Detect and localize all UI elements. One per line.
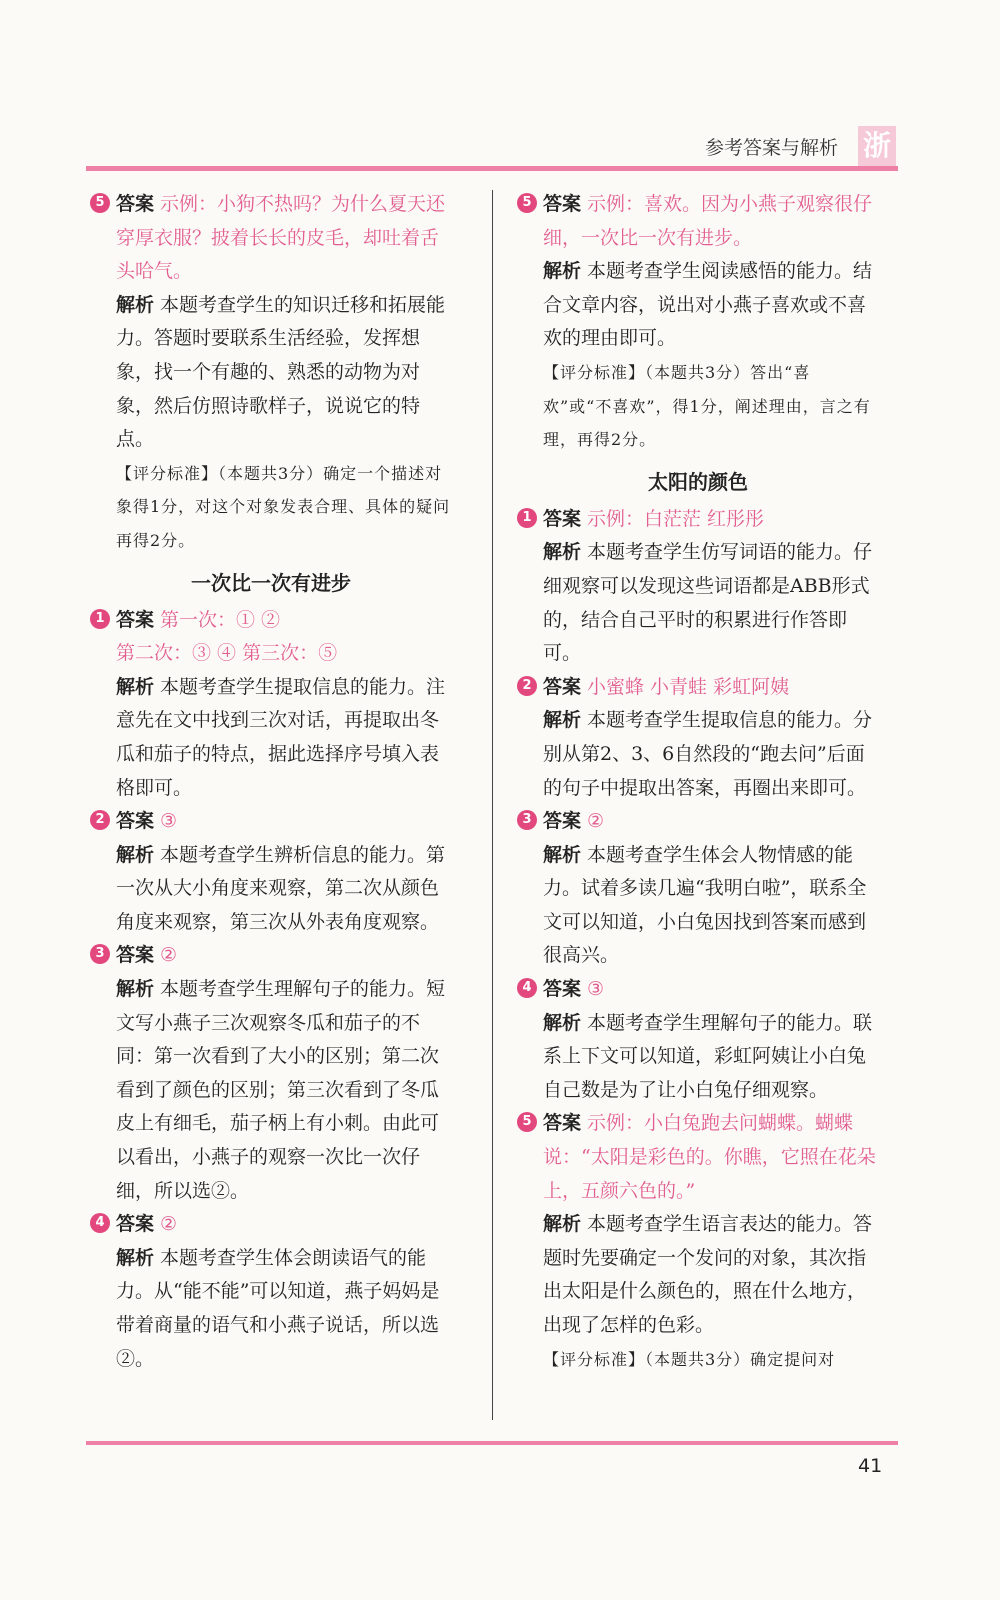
question-item bbox=[517, 188, 879, 457]
answer-line bbox=[116, 604, 452, 638]
answer-label: 答案 bbox=[116, 1213, 155, 1236]
scoring-criteria: 【评分标准】（本题共3分）确定一个描述对象得1分，对这个对象发表合理、具体的疑问再得2分。 bbox=[116, 463, 451, 550]
question-item bbox=[517, 671, 879, 805]
answer-label: 答案 bbox=[543, 1112, 582, 1135]
question-item bbox=[90, 939, 452, 1208]
explanation-label: 解析 bbox=[116, 675, 155, 698]
answer-label: 答案 bbox=[543, 507, 582, 530]
question-number-badge: 3 bbox=[90, 944, 110, 964]
question-item bbox=[90, 1208, 452, 1376]
answer-text: ③ bbox=[160, 810, 178, 833]
answer-text: 第一次：① ② bbox=[160, 608, 281, 631]
question-number-badge: 4 bbox=[90, 1213, 110, 1233]
explanation-line bbox=[116, 289, 452, 457]
answer-text: ② bbox=[160, 1213, 178, 1236]
answer-line bbox=[116, 188, 452, 289]
explanation-line bbox=[543, 839, 879, 973]
explanation-text: 本题考查学生的知识迁移和拓展能力。答题时要联系生活经验，发挥想象，找一个有趣的、熟悉的动物为对象，然后仿照诗歌样子，说说它的特点。 bbox=[116, 293, 446, 451]
explanation-line bbox=[543, 536, 879, 670]
answer-text: ② bbox=[160, 944, 178, 967]
left-column bbox=[90, 188, 452, 1376]
answer-label: 答案 bbox=[543, 978, 582, 1001]
scoring-criteria: 【评分标准】（本题共3分）答出“喜欢”或“不喜欢”，得1分，阐述理由，言之有理，再得2分。 bbox=[543, 362, 871, 450]
explanation-text: 本题考查学生仿写词语的能力。仔细观察可以发现这些词语都是ABB形式的，结合自己平时的积累进行作答即可。 bbox=[543, 541, 873, 665]
question-item bbox=[90, 604, 452, 806]
question-number-badge: 2 bbox=[517, 676, 537, 696]
explanation-text: 本题考查学生提取信息的能力。分别从第2、3、6自然段的“跑去问”后面的句子中提取出答案，再圈出来即可。 bbox=[543, 709, 873, 799]
top-rule bbox=[86, 166, 898, 171]
answer-line bbox=[543, 973, 879, 1007]
page-number: 41 bbox=[858, 1455, 883, 1477]
explanation-text: 本题考查学生辨析信息的能力。第一次从大小角度来观察，第二次从颜色角度来观察，第三次从外表角度观察。 bbox=[116, 843, 446, 933]
explanation-text: 本题考查学生理解句子的能力。短文写小燕子三次观察冬瓜和茄子的不同：第一次看到了大小的区别；第二次看到了颜色的区别；第三次看到了冬瓜皮上有细毛，茄子柄上有小刺。由此可以看出，小燕子的观察一次比一次仔细，所以选②。 bbox=[116, 978, 446, 1202]
explanation-text: 本题考查学生提取信息的能力。注意先在文中找到三次对话，再提取出冬瓜和茄子的特点，据此选择序号填入表格即可。 bbox=[116, 675, 446, 799]
question-number-badge: 5 bbox=[517, 1112, 537, 1132]
right-column bbox=[517, 188, 879, 1376]
explanation-label: 解析 bbox=[543, 709, 582, 732]
answer-line bbox=[543, 671, 879, 705]
answer-label: 答案 bbox=[116, 810, 155, 833]
explanation-label: 解析 bbox=[543, 1011, 582, 1034]
column-divider bbox=[492, 190, 493, 1420]
explanation-label: 解析 bbox=[116, 843, 155, 866]
explanation-label: 解析 bbox=[543, 1213, 582, 1236]
answer-line bbox=[543, 503, 879, 537]
answer-text: ② bbox=[587, 810, 605, 833]
scoring-criteria: 【评分标准】（本题共3分）确定提问对 bbox=[543, 1349, 836, 1369]
explanation-label: 解析 bbox=[543, 541, 582, 564]
question-number-badge: 2 bbox=[90, 810, 110, 830]
answer-label: 答案 bbox=[116, 608, 155, 631]
question-number-badge: 1 bbox=[517, 508, 537, 528]
explanation-label: 解析 bbox=[543, 260, 582, 283]
explanation-line bbox=[116, 973, 452, 1208]
answer-text: 示例：小白兔跑去问蝴蝶。蝴蝶说：“太阳是彩色的。你瞧，它照在花朵上，五颜六色的。” bbox=[543, 1112, 876, 1202]
explanation-text: 本题考查学生体会人物情感的能力。试着多读几遍“我明白啦”，联系全文可以知道，小白兔因找到答案而感到很高兴。 bbox=[543, 843, 867, 967]
answer-label: 答案 bbox=[543, 810, 582, 833]
answer-text: 小蜜蜂 小青蛙 彩虹阿姨 bbox=[587, 675, 790, 698]
header-title: 参考答案与解析 bbox=[705, 137, 839, 159]
explanation-line bbox=[543, 704, 879, 805]
explanation-label: 解析 bbox=[116, 978, 155, 1001]
answer-text: 示例：喜欢。因为小燕子观察很仔细，一次比一次有进步。 bbox=[543, 193, 873, 249]
explanation-line bbox=[116, 1242, 452, 1376]
answer-line bbox=[543, 805, 879, 839]
bottom-rule bbox=[86, 1441, 898, 1445]
explanation-label: 解析 bbox=[116, 293, 155, 316]
answer-label: 答案 bbox=[543, 675, 582, 698]
explanation-line bbox=[543, 255, 879, 356]
answer-line bbox=[116, 1208, 452, 1242]
question-number-badge: 4 bbox=[517, 978, 537, 998]
answer-label: 答案 bbox=[116, 944, 155, 967]
question-item bbox=[517, 973, 879, 1107]
explanation-line bbox=[116, 671, 452, 805]
answer-line bbox=[543, 1107, 879, 1208]
header-province-mark: 浙 bbox=[858, 126, 896, 166]
explanation-line bbox=[543, 1007, 879, 1108]
question-number-badge: 3 bbox=[517, 810, 537, 830]
explanation-text: 本题考查学生体会朗读语气的能力。从“能不能”可以知道，燕子妈妈是带着商量的语气和小燕子说话，所以选②。 bbox=[116, 1246, 440, 1370]
answer-label: 答案 bbox=[116, 193, 155, 215]
question-item bbox=[90, 188, 452, 558]
section-title: 太阳的颜色 bbox=[648, 469, 748, 494]
explanation-line bbox=[543, 1208, 879, 1342]
answer-text: 示例：小狗不热吗？为什么夏天还穿厚衣服？披着长长的皮毛，却吐着舌头哈气。 bbox=[116, 193, 446, 283]
answer-text: ③ bbox=[587, 978, 605, 1001]
explanation-label: 解析 bbox=[116, 1246, 155, 1269]
question-number-badge: 1 bbox=[90, 609, 110, 629]
answer-line bbox=[116, 939, 452, 973]
explanation-text: 本题考查学生理解句子的能力。联系上下文可以知道，彩虹阿姨让小白兔自己数是为了让小白兔仔细观察。 bbox=[543, 1011, 873, 1101]
question-item bbox=[517, 1107, 879, 1376]
question-number-badge: 5 bbox=[90, 193, 110, 213]
answer-line bbox=[116, 805, 452, 839]
answer-line bbox=[543, 188, 879, 255]
section-title: 一次比一次有进步 bbox=[191, 570, 351, 595]
explanation-text: 本题考查学生阅读感悟的能力。结合文章内容，说出对小燕子喜欢或不喜欢的理由即可。 bbox=[543, 260, 873, 350]
question-item bbox=[517, 503, 879, 671]
answer-label: 答案 bbox=[543, 193, 582, 215]
explanation-label: 解析 bbox=[543, 843, 582, 866]
question-item bbox=[517, 805, 879, 973]
answer-text-continued: 第二次：③ ④ 第三次：⑤ bbox=[116, 642, 338, 665]
explanation-line bbox=[116, 839, 452, 940]
question-item bbox=[90, 805, 452, 939]
answer-text: 示例：白茫茫 红彤彤 bbox=[587, 507, 765, 530]
explanation-text: 本题考查学生语言表达的能力。答题时先要确定一个发问的对象，其次指出太阳是什么颜色的，照在什么地方，出现了怎样的色彩。 bbox=[543, 1213, 873, 1336]
question-number-badge: 5 bbox=[517, 193, 537, 213]
